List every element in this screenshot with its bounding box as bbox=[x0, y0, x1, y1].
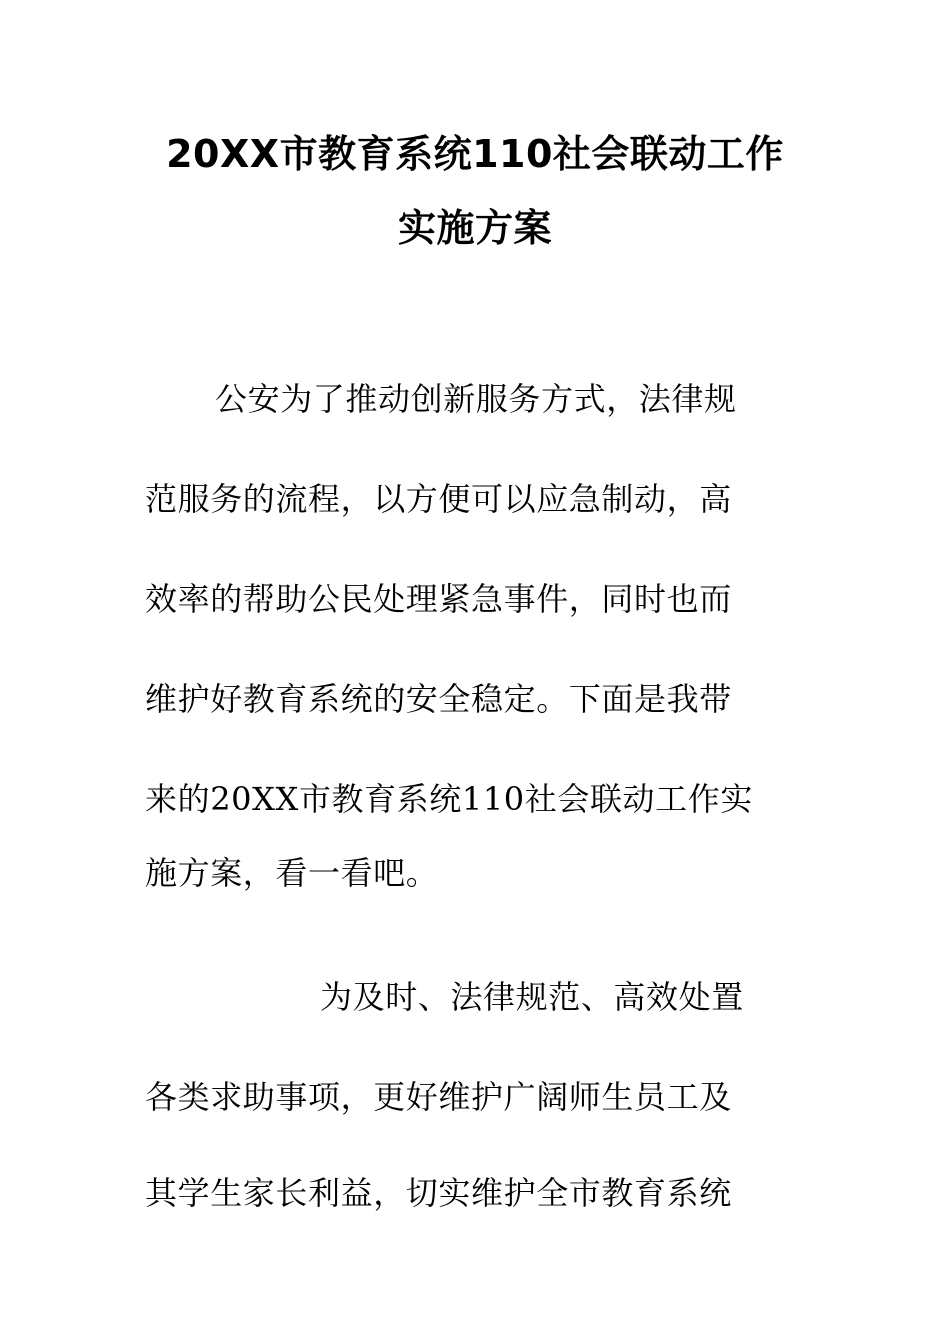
paragraph-2-line-2: 各类求助事项，更好维护广阔师生员工及 bbox=[145, 1078, 732, 1116]
paragraph-2-line-1: 为及时、法律规范、高效处置 bbox=[320, 978, 744, 1016]
document-title-line-1: 20XX市教育系统110社会联动工作 bbox=[166, 132, 784, 176]
paragraph-1-line-6: 施方案，看一看吧。 bbox=[145, 854, 439, 892]
paragraph-1-line-5: 来的20XX市教育系统110社会联动工作实 bbox=[145, 780, 753, 818]
paragraph-1-line-3: 效率的帮助公民处理紧急事件，同时也而 bbox=[145, 580, 732, 618]
document-title-line-2: 实施方案 bbox=[397, 206, 552, 250]
paragraph-1-line-4: 维护好教育系统的安全稳定。下面是我带 bbox=[145, 680, 732, 718]
paragraph-1-line-2: 范服务的流程，以方便可以应急制动，高 bbox=[145, 480, 732, 518]
paragraph-1-line-1: 公安为了推动创新服务方式，法律规 bbox=[215, 380, 737, 418]
paragraph-2-line-3: 其学生家长利益，切实维护全市教育系统 bbox=[145, 1174, 732, 1212]
